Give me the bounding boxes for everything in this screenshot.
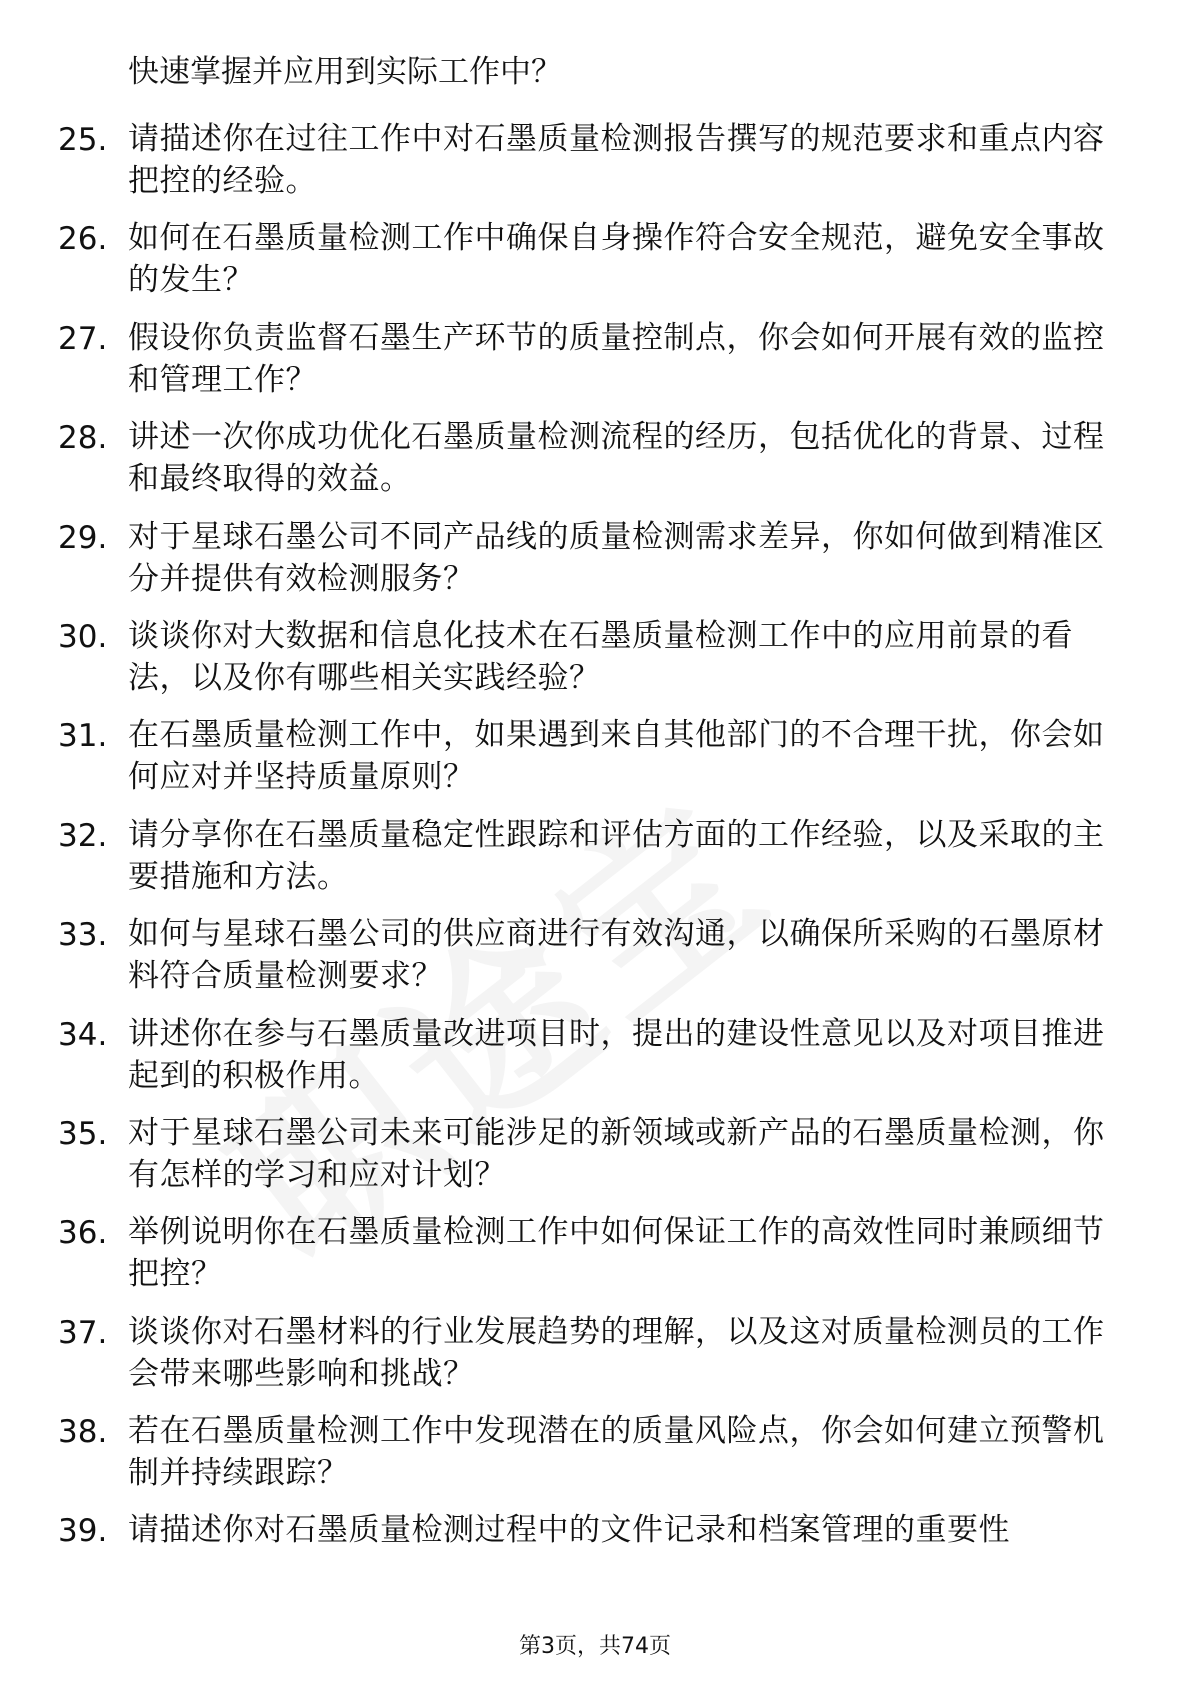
list-item <box>0 1102 1190 1201</box>
list-item <box>0 1499 1190 1598</box>
question-text: 请描述你对石墨质量检测过程中的文件记录和档案管理的重要性 <box>128 1512 1010 1549</box>
question-text: 讲述一次你成功优化石墨质量检测流程的经历，包括优化的背景、过程和最终取得的效益。 <box>128 419 1105 498</box>
question-list <box>0 108 1190 1599</box>
question-text: 如何与星球石墨公司的供应商进行有效沟通，以确保所采购的石墨原材料符合质量检测要求？ <box>128 916 1105 995</box>
question-text: 假设你负责监督石墨生产环节的质量控制点，你会如何开展有效的监控和管理工作？ <box>128 319 1105 398</box>
list-item <box>0 605 1190 704</box>
list-item <box>0 804 1190 903</box>
question-number: 29. <box>58 519 108 556</box>
list-item <box>0 1400 1190 1499</box>
question-text: 请分享你在石墨质量稳定性跟踪和评估方面的工作经验，以及采取的主要措施和方法。 <box>128 816 1105 895</box>
list-item <box>0 207 1190 306</box>
question-number: 34. <box>58 1016 108 1053</box>
question-text: 对于星球石墨公司不同产品线的质量检测需求差异，你如何做到精准区分并提供有效检测服务？ <box>128 518 1105 597</box>
question-number: 32. <box>58 817 108 854</box>
question-number: 26. <box>58 221 108 258</box>
page-footer <box>0 1632 1190 1662</box>
list-item <box>0 506 1190 605</box>
list-item <box>0 903 1190 1002</box>
question-text: 谈谈你对大数据和信息化技术在石墨质量检测工作中的应用前景的看法，以及你有哪些相关实践经验？ <box>128 617 1073 696</box>
question-number: 28. <box>58 420 108 457</box>
question-number: 37. <box>58 1314 108 1351</box>
question-number: 35. <box>58 1115 108 1152</box>
page-number-label: 第3页，共74页 <box>519 1634 671 1659</box>
question-number: 25. <box>58 122 108 158</box>
list-item <box>0 704 1190 803</box>
question-number: 36. <box>58 1215 108 1252</box>
question-text: 若在石墨质量检测工作中发现潜在的质量风险点，你会如何建立预警机制并持续跟踪？ <box>128 1413 1105 1492</box>
list-item <box>0 406 1190 505</box>
list-item <box>0 1301 1190 1400</box>
question-number: 31. <box>58 718 108 755</box>
question-text: 在石墨质量检测工作中，如果遇到来自其他部门的不合理干扰，你会如何应对并坚持质量原则？ <box>128 717 1105 796</box>
question-text: 如何在石墨质量检测工作中确保自身操作符合安全规范，避免安全事故的发生？ <box>128 220 1105 299</box>
question-number: 39. <box>58 1513 108 1550</box>
question-number: 27. <box>58 320 108 357</box>
list-item <box>0 307 1190 406</box>
list-item <box>0 108 1190 207</box>
question-text: 举例说明你在石墨质量检测工作中如何保证工作的高效性同时兼顾细节把控？ <box>128 1214 1105 1293</box>
list-item <box>0 1201 1190 1300</box>
question-text: 谈谈你对石墨材料的行业发展趋势的理解，以及这对质量检测员的工作会带来哪些影响和挑战？ <box>128 1313 1105 1392</box>
question-number: 33. <box>58 917 108 954</box>
question-text: 对于星球石墨公司未来可能涉足的新领域或新产品的石墨质量检测，你有怎样的学习和应对计划？ <box>128 1114 1105 1193</box>
question-text: 请描述你在过往工作中对石墨质量检测报告撰写的规范要求和重点内容把控的经验。 <box>128 121 1105 199</box>
question-number: 38. <box>58 1414 108 1451</box>
list-item <box>0 1003 1190 1102</box>
question-number: 30. <box>58 618 108 655</box>
question-text: 讲述你在参与石墨质量改进项目时，提出的建设性意见以及对项目推进起到的积极作用。 <box>128 1015 1105 1094</box>
continuation-text: 快速掌握并应用到实际工作中？ <box>128 54 562 90</box>
